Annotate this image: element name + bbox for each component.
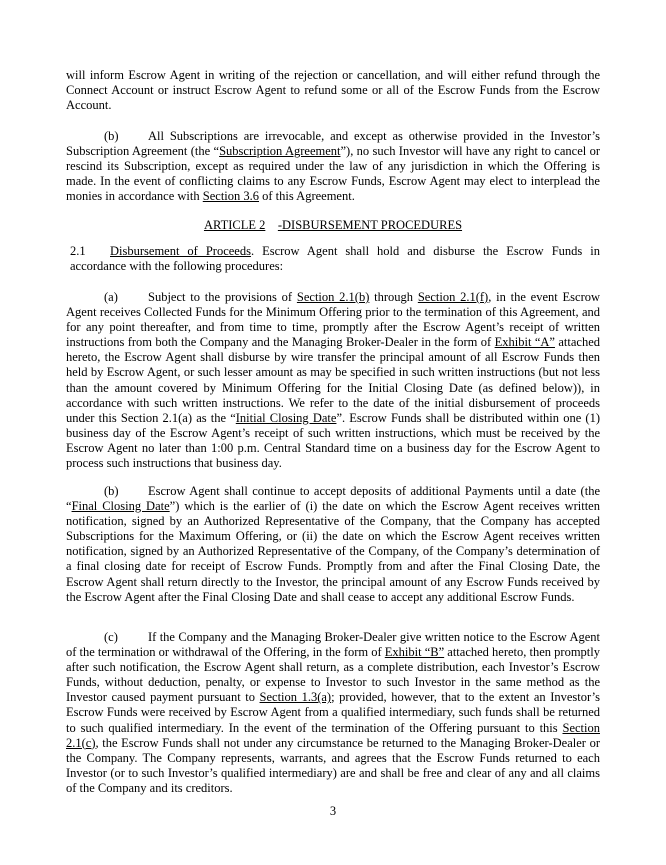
paragraph-b-irrevocable: [66, 129, 600, 204]
paragraph-b-final-closing: [66, 484, 600, 605]
paragraph-label: (b): [104, 129, 119, 143]
page-number: 3: [329, 804, 337, 818]
section-2-1: [66, 244, 600, 274]
paragraph-text: Escrow Agent shall continue to accept deposits of additional Payments until a date (the “: [66, 484, 600, 514]
section-reference: Section 3.6: [202, 189, 260, 204]
paragraph-text: attached hereto, the Escrow Agent shall disburse by wire transfer the principal amount of all Escrow Funds then held by Escrow Agent, or such lesser amount as may be specified in such written instructions (but not less than the amount covered by Minimum Offering for the Initial Closing Date (as defined below)), in accordance with such written instructions. We refer to the date of the initial disbursement of proceeds under this Section 2.1(a) as the “: [66, 335, 601, 425]
paragraph-text: ”. Escrow Funds shall be distributed within one (1) business day of the Escrow Agent’s receipt of such written instructions, which must be received by the Escrow Agent no later than 1:00 p.m. Central Standard time on a business day for the Escrow Agent to process such instructions that business day.: [66, 410, 600, 471]
paragraph-a-disbursement: [66, 290, 600, 471]
article-title: -DISBURSEMENT PROCEDURES: [277, 218, 463, 232]
paragraph-c-termination: [66, 630, 600, 796]
paragraph-text: ”), no such Investor will have any right to cancel or rescind its Subscription, except as required under the law of any jurisdiction in which the Offering is made. In the event of conflicting claims to any Escrow Funds, Escrow Agent may elect to interplead the monies in accordance with: [66, 144, 600, 204]
paragraph-label: (c): [104, 630, 118, 644]
section-reference: Section 2.1(c): [66, 720, 600, 750]
intro-text: will inform Escrow Agent in writing of the rejection or cancellation, and will either refund through the Connect Account or instruct Escrow Agent to refund some or all of the Escrow Funds from the Escrow Account.: [66, 68, 600, 113]
paragraph-text: If the Company and the Managing Broker-Dealer give written notice to the Escrow Agent of the termination or withdrawal of the Offering, in the form of: [66, 630, 600, 660]
defined-term: Subscription Agreement: [219, 144, 341, 159]
paragraph-label: (a): [104, 290, 118, 304]
defined-term: Final Closing Date: [71, 499, 170, 514]
article-number: ARTICLE 2: [203, 218, 266, 232]
article-heading: [66, 218, 600, 233]
paragraph-label: (b): [104, 484, 119, 498]
paragraph-text: , in the event Escrow Agent receives Collected Funds for the Minimum Offering prior to the termination of this Agreement, and for any point thereafter, and from time to time, promptly after the Escrow Agent’s receipt of written instructions from both the Company and the Managing Broker-Dealer in the form of: [66, 290, 601, 350]
paragraph-text: , the Escrow Funds shall not under any circumstance be returned to the Managing Broker-Dealer or the Company. The Company represents, warrants, and agrees that the Escrow Funds returned to each Investor (or to such Investor’s qualified intermediary) are and shall be free and clear of any and all claims of the Company and its creditors.: [66, 735, 600, 795]
section-reference: Section 2.1(f): [417, 290, 489, 304]
paragraph-text: attached hereto, then promptly after such notification, the Escrow Agent shall return, as a complete distribution, each Investor’s Escrow Funds, without deduction, penalty, or expense to Investor to such Investor in the same method as the Investor caused payment pursuant to: [66, 645, 601, 705]
paragraph-text: of this Agreement.: [259, 189, 355, 204]
intro-paragraph: [66, 68, 600, 113]
paragraph-text: Subject to the provisions of: [148, 290, 297, 304]
section-reference: Section 1.3(a): [259, 690, 332, 705]
paragraph-text: All Subscriptions are irrevocable, and except as otherwise provided in the Investor’s Subscription Agreement (the “: [66, 129, 600, 159]
paragraph-text: through: [369, 290, 418, 304]
paragraph-text: ; provided, however, that to the extent an Investor’s Escrow Funds were received by Escrow Agent from a qualified intermediary, such funds shall be returned to such qualified intermediary. In the event of the termination of the Offering pursuant to this: [66, 690, 600, 735]
exhibit-reference: Exhibit “B”: [384, 645, 445, 660]
section-text: . Escrow Agent shall hold and disburse the Escrow Funds in accordance with the following procedures:: [70, 244, 600, 274]
section-title: Disbursement of Proceeds: [110, 244, 251, 258]
paragraph-text: ”) which is the earlier of (i) the date on which the Escrow Agent receives written notification, signed by an Authorized Representative of the Company, that the Company has accepted Subscriptions for the Maximum Offering, or (ii) the date on which the Escrow Agent receives written notification, signed by an Authorized Representative of the Company, of the Company’s determination of a final closing date for receipt of Escrow Funds. Promptly from and after the Final Closing Date, the Escrow Agent shall return directly to the Investor, the principal amount of any Escrow Funds received by the Escrow Agent after the Final Closing Date and shall cease to accept any additional Escrow Funds.: [66, 499, 600, 604]
section-reference: Section 2.1(b): [296, 290, 370, 304]
defined-term: Initial Closing Date: [235, 410, 337, 425]
section-number: 2.1: [70, 244, 86, 258]
exhibit-reference: Exhibit “A”: [494, 335, 555, 350]
